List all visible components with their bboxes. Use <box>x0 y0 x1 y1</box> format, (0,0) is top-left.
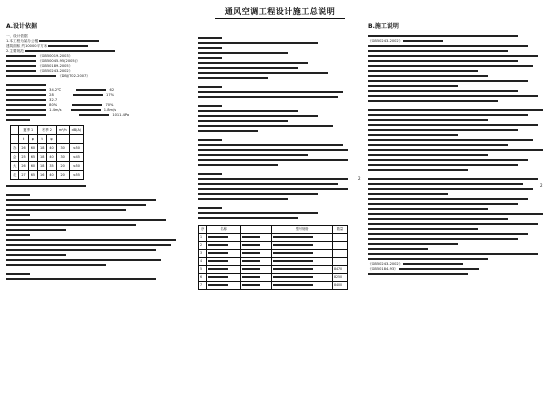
param-row: 32.7 <box>6 98 184 103</box>
param-row: 80% 70% <box>6 103 184 108</box>
table-row: 2 <box>199 242 348 250</box>
table-caption <box>6 118 184 123</box>
text-line: 《GB50243-2002》 <box>368 262 554 267</box>
table-row: 3 <box>199 250 348 258</box>
column-construction-notes <box>368 24 554 277</box>
table-header-row: 夏季 1 冬季 2 m³/h dB(A) <box>11 126 84 135</box>
section-heading-b: B.施工说明 <box>368 23 399 30</box>
table-header-row: 序 名称 型号规格 数量 <box>199 226 348 234</box>
text-line: 《GB50189-2005》 <box>6 64 184 69</box>
page-mark: 2 <box>358 176 361 181</box>
indoor-design-table <box>10 125 84 180</box>
section-heading-a: A.设计依据 <box>6 23 38 30</box>
text-line: 《DBJ/T02-2007》 <box>6 74 184 79</box>
param-row: 1.4m/s 1.8m/s <box>6 108 184 113</box>
text-line: 《GB50184-93》 <box>368 267 554 272</box>
title-underline <box>215 18 345 19</box>
param-row: 28 17% <box>6 93 184 98</box>
table-row: 1 <box>199 234 348 242</box>
text-line: 1.本工程为某办公楼 <box>6 39 184 44</box>
text-line <box>368 272 554 277</box>
text-line: 一、设计依据 <box>6 34 28 38</box>
text-line: 《GB50019-2003》 <box>6 54 184 59</box>
table-row: 4 <box>199 258 348 266</box>
sheet-title: 通风空调工程设计施工总说明 <box>224 7 336 16</box>
text-line: 《GB50243-2002》 <box>368 39 554 44</box>
equipment-table <box>198 225 348 290</box>
text-line <box>198 216 353 221</box>
text-line: 《GB50243-2002》 <box>6 69 184 74</box>
table-row: 7 8400 <box>199 282 348 290</box>
column-general-notes <box>198 36 353 294</box>
page-mark: 2 <box>540 183 543 188</box>
text-line: 《GB50045-95(2005)》 <box>6 59 184 64</box>
table-row: 办 26 60 18 40 30 ≤50 <box>11 144 84 153</box>
param-row: 1011.4Pa <box>6 113 184 118</box>
column-design-basis <box>6 24 184 282</box>
text-line: 2.主要规范 <box>6 49 184 54</box>
table-row: 走 27 65 16 40 20 ≤55 <box>11 171 84 180</box>
text-line <box>6 277 184 282</box>
table-row: 5 8470 <box>199 266 348 274</box>
text-line <box>198 95 353 100</box>
table-row: 会 25 65 18 40 30 ≤45 <box>11 153 84 162</box>
table-subheader-row: t φ t φ <box>11 135 84 144</box>
table-row: 6 8250 <box>199 274 348 282</box>
param-row: 34.2℃ 62 <box>6 88 184 93</box>
text-line: 建筑面积 约10000平方米 <box>6 44 184 49</box>
table-row: 大 26 60 18 35 20 ≤50 <box>11 162 84 171</box>
